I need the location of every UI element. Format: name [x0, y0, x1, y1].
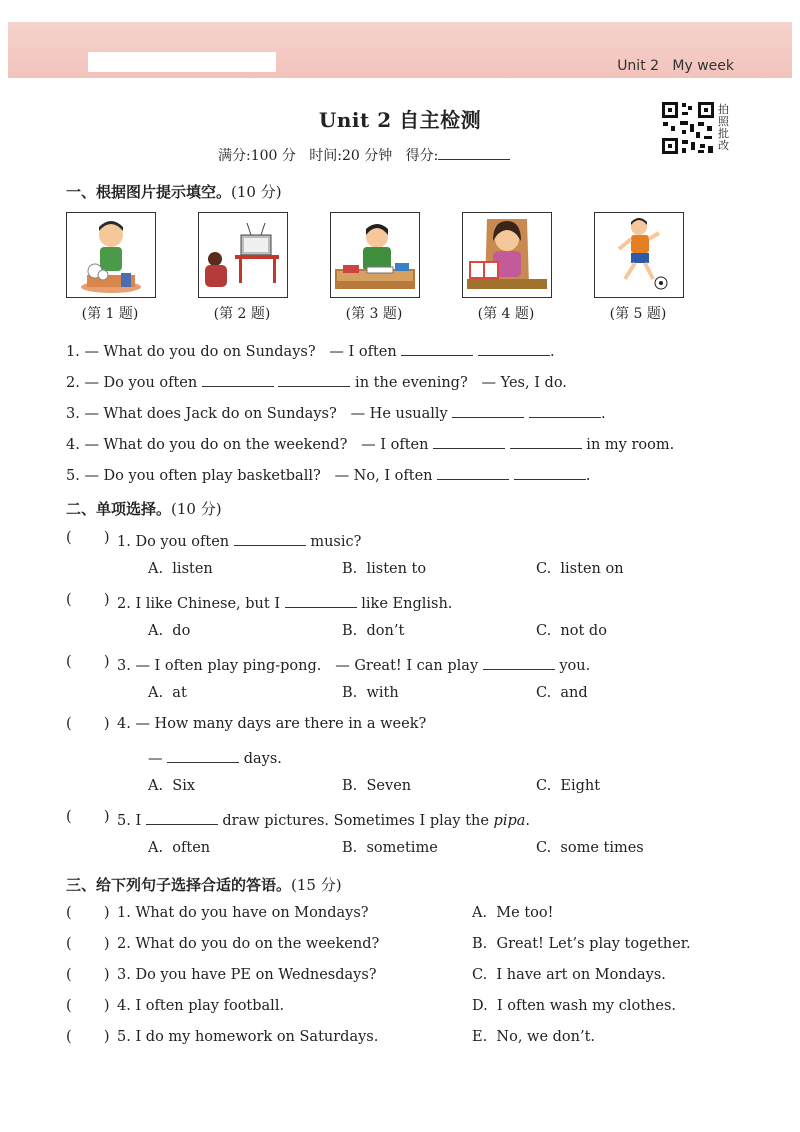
s1-q4-end: in my room.	[581, 437, 675, 453]
page-title: Unit 2 自主检测	[318, 108, 482, 132]
s3-answer-e: E. No, we don’t.	[472, 1029, 596, 1045]
picture-2-watching-tv	[198, 212, 288, 298]
answer-bracket[interactable]: ( )	[66, 967, 110, 983]
unit-header-label: Unit 2 My week	[617, 58, 734, 74]
answer-bracket[interactable]: ( )	[66, 654, 110, 670]
blank[interactable]	[483, 654, 555, 670]
blank[interactable]	[437, 464, 509, 480]
answer-bracket[interactable]: ( )	[66, 905, 110, 921]
picture-5-label: (第 5 题)	[609, 306, 667, 322]
s2-question-4: 4. — How many days are there in a week?	[117, 716, 427, 732]
s1-q5-end: .	[585, 468, 591, 484]
section1-title	[66, 181, 282, 202]
picture-1-washing-clothes	[66, 212, 156, 298]
s1-q2-text: 2. — Do you often	[66, 375, 202, 391]
s2-q3-option-c: C. and	[536, 685, 588, 701]
s2-q5-mid: draw pictures. Sometimes I play the	[217, 813, 494, 829]
s2-question-4-reply	[148, 747, 282, 767]
score-label: 得分:	[405, 148, 439, 164]
s2-q3-text: 3. — I often play ping-pong. — Great! I can play	[117, 658, 483, 674]
s3-answer-a: A. Me too!	[472, 905, 554, 921]
answer-bracket[interactable]: ( )	[66, 592, 110, 608]
s2-q3-end: you.	[554, 658, 591, 674]
blank[interactable]	[278, 371, 350, 387]
s3-question-3: 3. Do you have PE on Wednesdays?	[117, 967, 377, 983]
time-limit: 时间:20 分钟	[309, 148, 393, 164]
girl-reading-book-icon	[463, 213, 551, 297]
s2-q1-text: 1. Do you often	[117, 534, 234, 550]
s3-answer-d: D. I often wash my clothes.	[472, 998, 677, 1014]
s2-q1-option-b: B. listen to	[342, 561, 427, 577]
s2-q5-option-a: A. often	[148, 840, 211, 856]
s3-question-1: 1. What do you have on Mondays?	[117, 905, 369, 921]
picture-3-doing-homework	[330, 212, 420, 298]
blank[interactable]	[285, 592, 357, 608]
s1-q3-end: .	[600, 406, 606, 422]
picture-5-playing-football	[594, 212, 684, 298]
s3-answer-b: B. Great! Let’s play together.	[472, 936, 691, 952]
answer-bracket[interactable]: ( )	[66, 998, 110, 1014]
s2-q5-italic: pipa	[493, 813, 526, 829]
picture-4-reading-books	[462, 212, 552, 298]
exam-meta	[218, 145, 510, 165]
qr-caption: 拍照批改	[718, 103, 729, 152]
blank[interactable]	[510, 433, 582, 449]
s2-q2-option-c: C. not do	[536, 623, 607, 639]
s1-q4-text: 4. — What do you do on the weekend? — I often	[66, 437, 434, 453]
s1-question-2	[66, 371, 567, 391]
s2-q3-option-b: B. with	[342, 685, 399, 701]
s1-question-1	[66, 340, 555, 360]
blank[interactable]	[146, 809, 218, 825]
s2-question-3	[117, 654, 590, 674]
s1-question-4	[66, 433, 674, 453]
boy-doing-homework-icon	[331, 213, 419, 297]
blank[interactable]	[401, 340, 473, 356]
s2-q1-end: music?	[305, 534, 362, 550]
section2-score: (10 分)	[171, 500, 222, 518]
s2-q1-option-c: C. listen on	[536, 561, 624, 577]
picture-3-label: (第 3 题)	[345, 306, 403, 322]
s1-q3-text: 3. — What does Jack do on Sundays? — He usually	[66, 406, 453, 422]
section2-title	[66, 498, 222, 519]
s3-question-4: 4. I often play football.	[117, 998, 285, 1014]
s2-q4-end: days.	[239, 751, 282, 767]
s1-q2-end: in the evening? — Yes, I do.	[350, 375, 567, 391]
s2-q2-option-b: B. don’t	[342, 623, 405, 639]
answer-bracket[interactable]: ( )	[66, 809, 110, 825]
s2-q5-text: 5. I	[117, 813, 146, 829]
section3-score: (15 分)	[291, 876, 342, 894]
picture-4-label: (第 4 题)	[477, 306, 535, 322]
s2-q1-option-a: A. listen	[148, 561, 213, 577]
s2-q4-dash: —	[148, 751, 168, 767]
s2-q3-option-a: A. at	[148, 685, 187, 701]
answer-bracket[interactable]: ( )	[66, 1029, 110, 1045]
boy-playing-football-icon	[595, 213, 683, 297]
section1-title-text: 一、根据图片提示填空。	[66, 183, 232, 201]
s1-question-5	[66, 464, 590, 484]
s1-question-3	[66, 402, 606, 422]
s2-question-1	[117, 530, 361, 550]
s1-q1-text: 1. — What do you do on Sundays? — I often	[66, 344, 402, 360]
blank[interactable]	[433, 433, 505, 449]
s2-q5-option-b: B. sometime	[342, 840, 438, 856]
s2-q4-option-c: C. Eight	[536, 778, 601, 794]
section3-title-text: 三、给下列句子选择合适的答语。	[66, 876, 292, 894]
watching-tv-icon	[199, 213, 287, 297]
s2-q4-option-b: B. Seven	[342, 778, 412, 794]
blank[interactable]	[202, 371, 274, 387]
s3-answer-c: C. I have art on Mondays.	[472, 967, 666, 983]
score-blank[interactable]	[438, 145, 510, 160]
blank[interactable]	[234, 530, 306, 546]
s2-question-2	[117, 592, 452, 612]
s3-question-5: 5. I do my homework on Saturdays.	[117, 1029, 379, 1045]
section1-score: (10 分)	[231, 183, 282, 201]
blank[interactable]	[478, 340, 550, 356]
blank[interactable]	[452, 402, 524, 418]
blank[interactable]	[529, 402, 601, 418]
s2-question-5	[117, 809, 530, 829]
blank[interactable]	[167, 747, 239, 763]
s1-q1-end: .	[549, 344, 555, 360]
picture-2-label: (第 2 题)	[213, 306, 271, 322]
full-score: 满分:100 分	[218, 148, 296, 164]
s1-q5-text: 5. — Do you often play basketball? — No, I often	[66, 468, 438, 484]
answer-bracket[interactable]: ( )	[66, 530, 110, 546]
s2-q5-end: .	[525, 813, 531, 829]
s2-q4-option-a: A. Six	[148, 778, 196, 794]
s2-q2-text: 2. I like Chinese, but I	[117, 596, 285, 612]
picture-1-label: (第 1 题)	[81, 306, 139, 322]
section3-title	[66, 874, 342, 895]
s3-question-2: 2. What do you do on the weekend?	[117, 936, 380, 952]
answer-bracket[interactable]: ( )	[66, 936, 110, 952]
s2-q2-option-a: A. do	[148, 623, 191, 639]
boy-washing-clothes-icon	[67, 213, 155, 297]
answer-bracket[interactable]: ( )	[66, 716, 110, 732]
section2-title-text: 二、单项选择。	[66, 500, 172, 518]
s2-q2-end: like English.	[356, 596, 453, 612]
s2-q5-option-c: C. some times	[536, 840, 644, 856]
qr-code-icon[interactable]	[660, 100, 716, 156]
blank[interactable]	[514, 464, 586, 480]
header-redaction	[88, 52, 276, 72]
